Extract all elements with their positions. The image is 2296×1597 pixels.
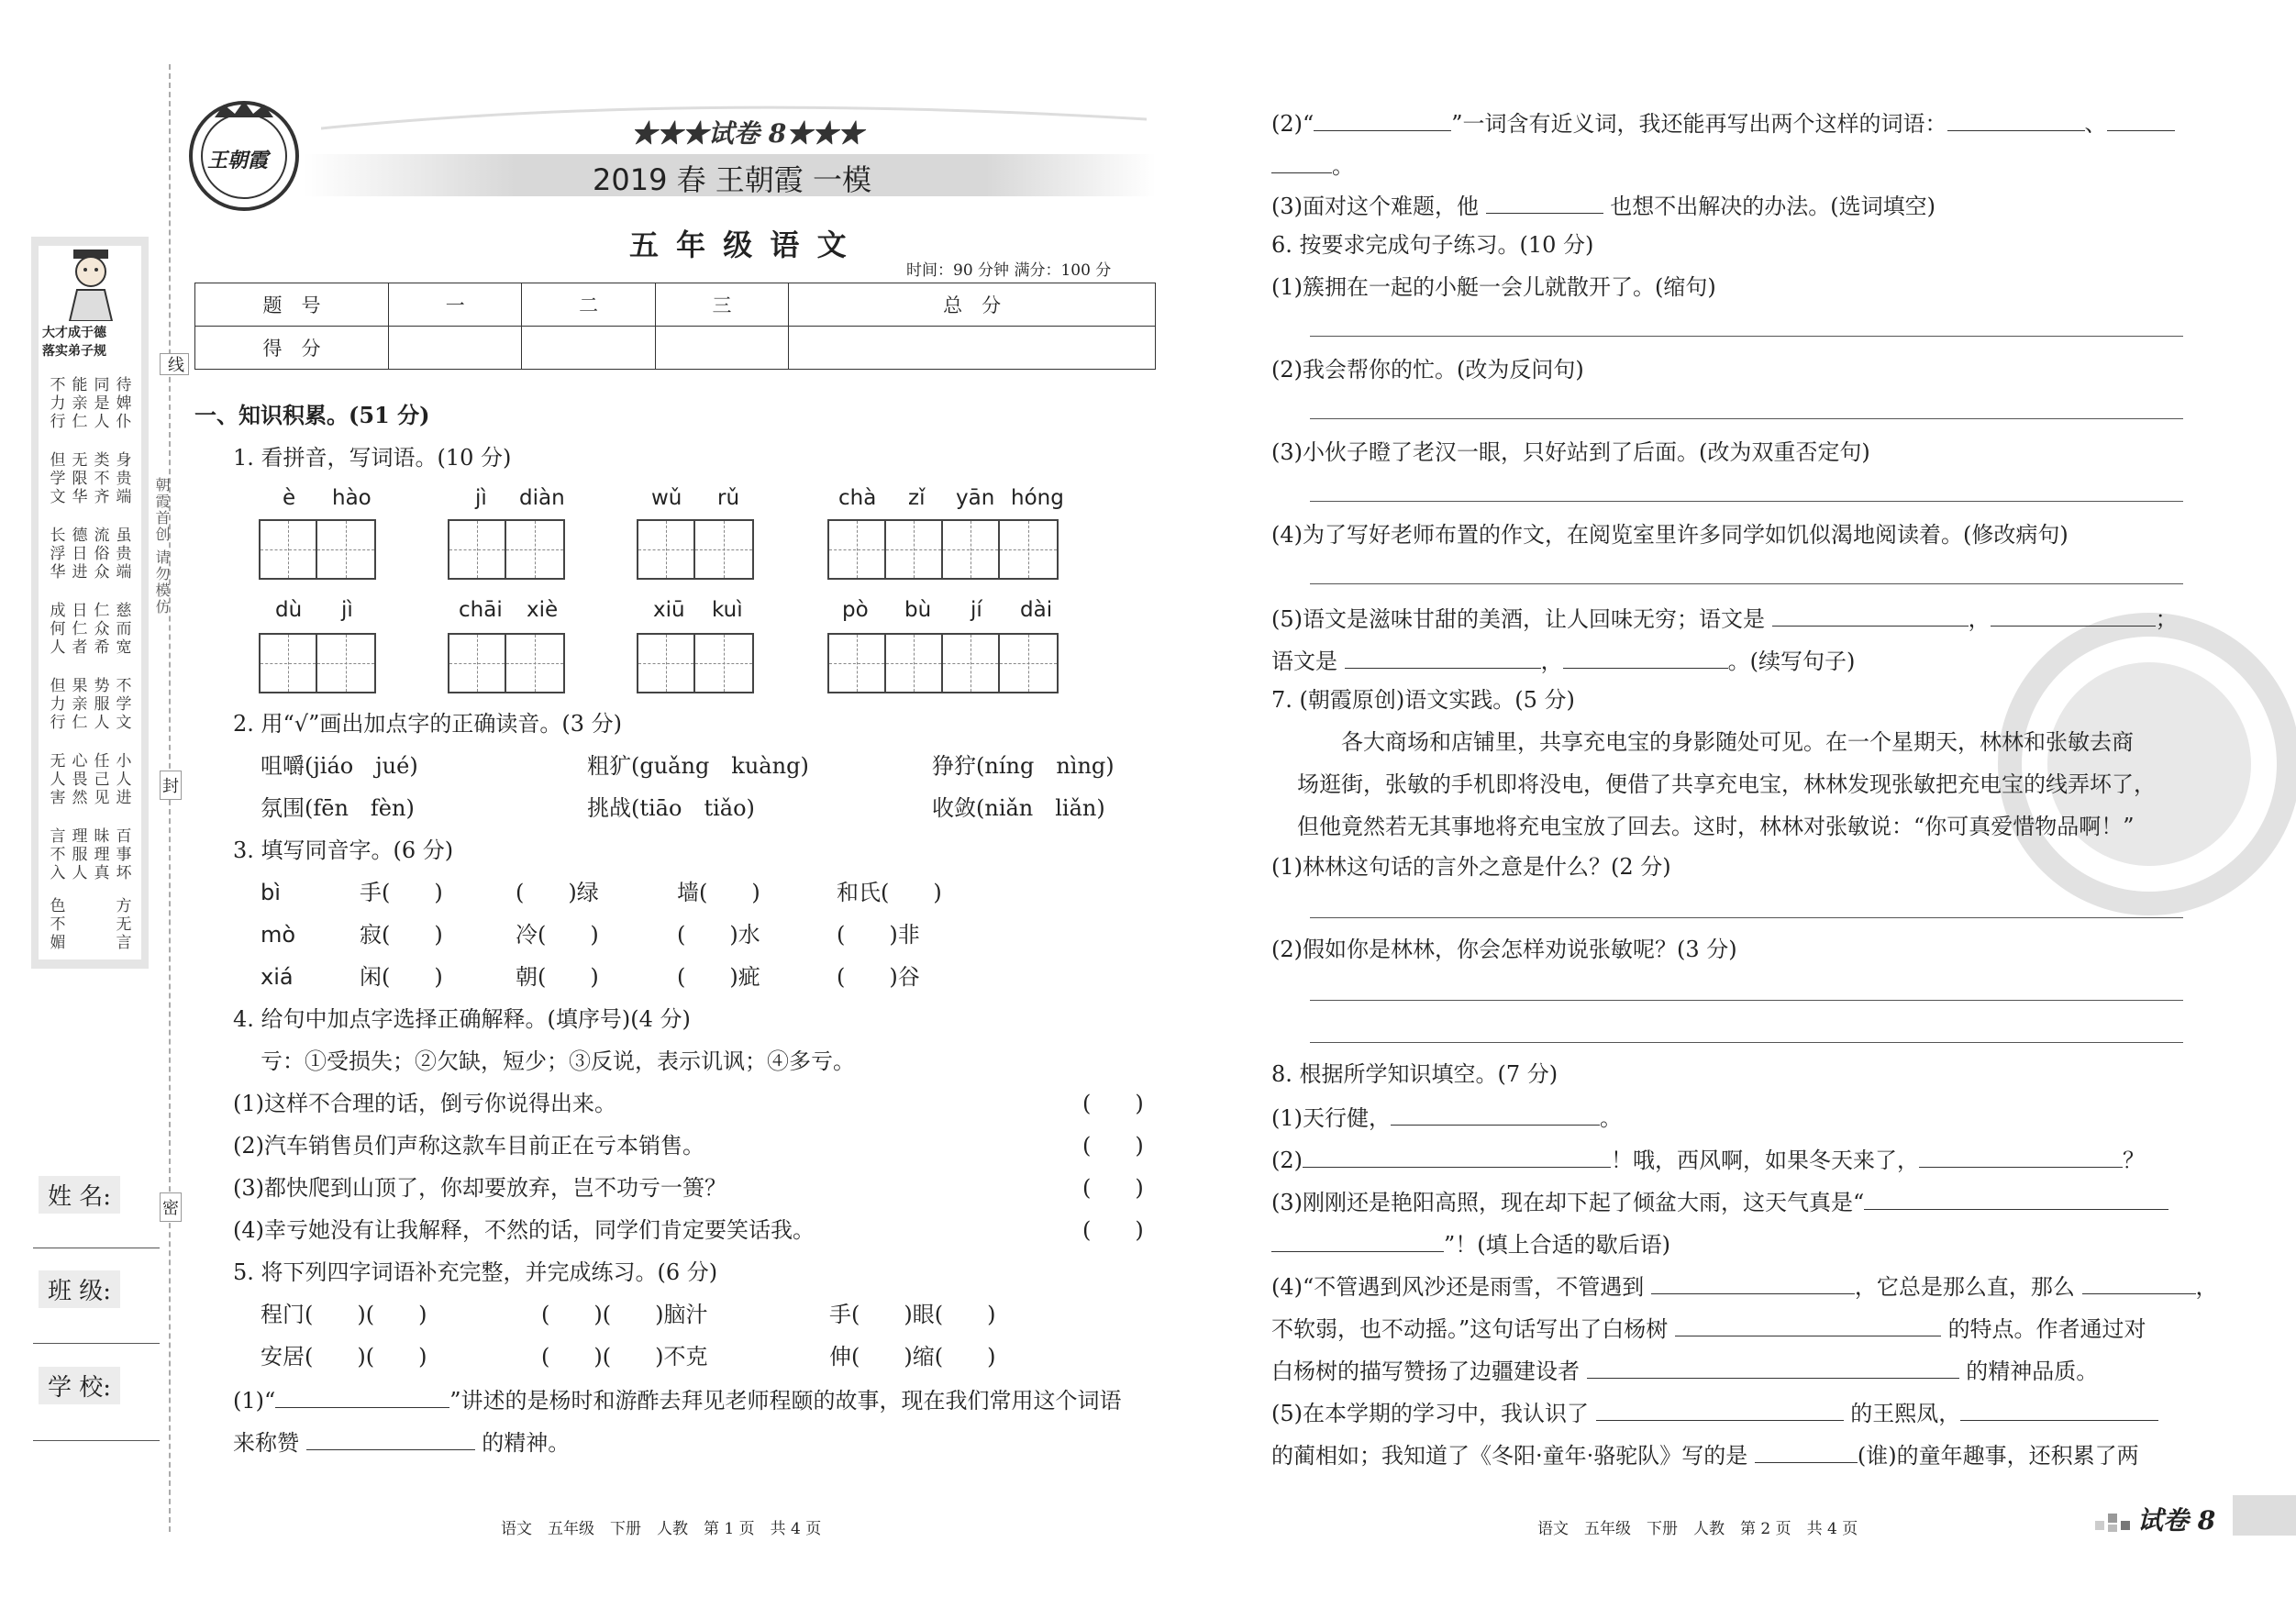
q5-2-blank-4[interactable]: [1271, 149, 1332, 173]
page-1-footer: 语文 五年级 下册 人教 第 1 页 共 4 页: [501, 1520, 822, 1538]
sidebar-col: 无限华: [72, 451, 88, 506]
q5-2-text-b: ”一词含有近义词，我还能再写出两个这样的词语：: [1451, 111, 1947, 137]
q5-idiom[interactable]: ( )( )不克: [541, 1344, 708, 1370]
score-table: [194, 283, 1156, 370]
q8-4-blank[interactable]: [1651, 1270, 1855, 1294]
question-5: 5. 将下列四字词语补充完整，并完成练习。(6 分): [233, 1259, 718, 1285]
q5-2-text-a: (2)“: [1271, 111, 1314, 137]
q6-5-blank-3[interactable]: [1345, 644, 1541, 669]
pinyin-label: hào: [332, 486, 372, 510]
q8-2-text-a: (2): [1271, 1148, 1303, 1173]
q5-idiom[interactable]: 伸( )缩( ): [829, 1344, 996, 1370]
question-8: 8. 根据所学知识填空。(7 分): [1271, 1061, 1558, 1087]
time-info: 时间：90 分钟 满分：100 分: [906, 261, 1112, 280]
q3-blank[interactable]: ( )谷: [837, 964, 920, 990]
q7-sub-2: (2)假如你是林林，你会怎样劝说张敏呢？(3 分): [1271, 937, 1737, 962]
q5-1-blank-2[interactable]: [306, 1425, 475, 1450]
margin-label-original: 朝霞首创 请勿模仿: [153, 477, 171, 616]
pinyin-label: hóng: [1011, 486, 1064, 510]
page-2-footer: 语文 五年级 下册 人教 第 2 页 共 4 页: [1537, 1520, 1858, 1538]
q6-item: (4)为了写好老师布置的作文，在阅览室里许多同学如饥似渴地阅读着。(修改病句): [1271, 522, 2069, 548]
q7-passage-line: 但他竟然若无其事地将充电宝放了回去。这时，林林对张敏说：“你可真爱惜物品啊！”: [1297, 814, 2135, 839]
q5-1-text-c: 来称赞: [233, 1430, 299, 1456]
sidebar-col: 任己见: [94, 752, 110, 807]
exam-title: 2019 春 王朝霞 一模: [593, 162, 871, 197]
q3-blank[interactable]: ( )非: [837, 922, 920, 948]
q5-sub-2: (2)“ ”一词含有近义词，我还能再写出两个这样的词语： 、: [1271, 106, 2175, 139]
score-row-label: 得 分: [195, 327, 389, 370]
q8-3-text-a: (3)刚刚还是艳阳高照，现在却下起了倾盆大雨，这天气真是“: [1271, 1190, 1865, 1215]
score-cell[interactable]: [789, 327, 1156, 370]
q4-answer[interactable]: ( ): [1082, 1175, 1144, 1201]
pinyin-label: chà: [838, 486, 877, 510]
q8-5-blank[interactable]: [1596, 1396, 1844, 1421]
sidebar-col: 流俗众: [94, 527, 110, 582]
q8-4-blank-2[interactable]: [2082, 1270, 2196, 1294]
sidebar-col: 无人害: [50, 752, 66, 807]
exam-tag: ★★★试卷 8★★★: [631, 118, 864, 149]
tianzige-box[interactable]: [827, 633, 1059, 693]
question-6: 6. 按要求完成句子练习。(10 分): [1271, 232, 1594, 258]
sidebar-col: 心畏然: [72, 752, 88, 807]
score-cell[interactable]: [522, 327, 655, 370]
q3-pinyin: xiá: [261, 964, 294, 990]
q6-5-text-c: 。(续写句子): [1727, 649, 1856, 674]
sidebar-col: 但学文: [50, 451, 66, 506]
q6-sub-5-cont: 语文是 ， 。(续写句子): [1271, 644, 1855, 677]
q8-4-text-b: ，它总是那么直，那么: [1854, 1274, 2075, 1300]
margin-label-feng: 封: [160, 771, 182, 800]
q8-4-text-f: 的精神品质。: [1966, 1359, 2099, 1384]
q5-1-text-b: ”讲述的是杨时和游酢去拜见老师程颐的故事，现在我们常用这个词语: [449, 1388, 1122, 1414]
section-1-title: 一、知识积累。(51 分): [194, 402, 430, 428]
q8-5-text-b: 的王熙凤，: [1850, 1401, 1961, 1426]
pinyin-label: bù: [904, 598, 932, 622]
q4-item: (4)幸亏她没有让我解释，不然的话，同学们肯定要笑话我。: [233, 1217, 815, 1243]
sidebar-col: 方无言: [116, 897, 132, 952]
pinyin-label: kuì: [712, 598, 743, 622]
school-label: 学 校:: [39, 1367, 120, 1404]
q4-answer[interactable]: ( ): [1082, 1133, 1144, 1159]
q8-4-text-d: 的特点。作者通过对: [1947, 1316, 2146, 1342]
q8-sub-1: (1)天行健， 。: [1271, 1101, 1622, 1134]
q4-answer[interactable]: ( ): [1082, 1091, 1144, 1116]
question-7: 7. (朝霞原创)语文实践。(5 分): [1271, 687, 1575, 713]
pinyin-label: yān: [956, 486, 995, 510]
tianzige-box[interactable]: [637, 633, 754, 693]
q8-5-blank-2[interactable]: [1960, 1396, 2158, 1421]
q2-option[interactable]: 收敛(niǎn liǎn): [932, 795, 1105, 821]
pinyin-label: è: [283, 486, 296, 510]
q6-answer-line[interactable]: [1310, 501, 2183, 502]
pinyin-label: pò: [842, 598, 869, 622]
q4-item: (1)这样不合理的话，倒亏你说得出来。: [233, 1091, 616, 1116]
q8-4-blank-3[interactable]: [1675, 1312, 1941, 1336]
pinyin-label: jí: [971, 598, 982, 622]
score-header-cell: 二: [522, 283, 655, 327]
pinyin-label: jì: [475, 486, 487, 510]
pinyin-label: dài: [1020, 598, 1053, 622]
q8-sub-2: (2) ！哦，西风啊，如果冬天来了， ？: [1271, 1143, 2145, 1176]
q8-5-text-c: 的蔺相如；我知道了《冬阳·童年·骆驼队》写的是: [1271, 1443, 1748, 1469]
sidebar-col: 但力行: [50, 677, 66, 732]
class-label: 班 级:: [39, 1270, 120, 1308]
question-3: 3. 填写同音字。(6 分): [233, 837, 454, 863]
q8-sub-4-cont2: [1271, 1354, 2098, 1387]
sidebar-col: 不学文: [116, 677, 132, 732]
sidebar-col: 日仁者: [72, 602, 88, 657]
corner-exam-tag: 试卷 8: [2137, 1505, 2216, 1536]
school-input-line[interactable]: [33, 1440, 160, 1441]
q8-2-blank[interactable]: [1303, 1143, 1611, 1168]
q6-item: (3)小伙子瞪了老汉一眼，只好站到了后面。(改为双重否定句): [1271, 439, 1870, 465]
score-header-cell: 一: [389, 283, 522, 327]
q8-sub-4: (4)“不管遇到风沙还是雨雪，不管遇到 ，它总是那么直，那么 ，: [1271, 1270, 2218, 1303]
score-cell[interactable]: [655, 327, 788, 370]
q3-blank[interactable]: 寂( ): [360, 922, 443, 948]
sidebar-col: 德日进: [72, 527, 88, 582]
q8-3-blank-2[interactable]: [1271, 1227, 1444, 1252]
q5-2-blank-3[interactable]: [2107, 106, 2175, 131]
q2-option[interactable]: 粗犷(guǎng kuàng): [587, 753, 809, 779]
q2-option[interactable]: 氛围(fēn fèn): [261, 795, 415, 821]
sidebar-col: 身贵端: [116, 451, 132, 506]
sidebar-col: 果亲仁: [72, 677, 88, 732]
q8-2-text-b: ！哦，西风啊，如果冬天来了，: [1611, 1148, 1919, 1173]
corner-decoration: [2095, 1510, 2139, 1532]
name-label: 姓 名:: [39, 1176, 120, 1214]
margin-label-xian: 线: [160, 353, 189, 375]
q5-idiom[interactable]: ( )( )脑汁: [541, 1302, 708, 1327]
q8-sub-5-cont: [1271, 1438, 2139, 1471]
q6-5-text-b: 语文是: [1271, 649, 1337, 674]
sidebar-motto-1: 大才成于德: [42, 326, 106, 340]
sidebar-col: 能亲仁: [72, 376, 88, 431]
q4-item: (2)汽车销售员们声称这款车目前正在亏本销售。: [233, 1133, 704, 1159]
q8-1-blank[interactable]: [1391, 1101, 1600, 1126]
q4-item: (3)都快爬到山顶了，你却要放弃，岂不功亏一篑？: [233, 1175, 727, 1201]
q5-2-blank[interactable]: [1314, 106, 1451, 131]
class-input-line[interactable]: [33, 1343, 160, 1344]
sidebar-col: 不力行: [50, 376, 66, 431]
q6-answer-line[interactable]: [1310, 583, 2183, 584]
q5-1-text-a: (1)“: [233, 1388, 276, 1414]
sidebar-col: 类不齐: [94, 451, 110, 506]
q5-1-blank[interactable]: [275, 1383, 449, 1408]
q5-1-text-d: 的精神。: [482, 1430, 571, 1456]
q8-3-text-b: ”！(填上合适的歇后语): [1444, 1232, 1670, 1258]
q2-option[interactable]: 狰狞(níng nìng): [932, 753, 1115, 779]
pinyin-label: zǐ: [908, 486, 926, 510]
q8-4-text-a: (4)“不管遇到风沙还是雨雪，不管遇到: [1271, 1274, 1645, 1300]
q7-sub-1: (1)林林这句话的言外之意是什么？(2 分): [1271, 854, 1671, 880]
q6-answer-line[interactable]: [1310, 418, 2183, 419]
q7-answer-line[interactable]: [1310, 917, 2183, 918]
q2-option[interactable]: 挑战(tiāo tiǎo): [587, 795, 755, 821]
sidebar-col: 待婢仆: [116, 376, 132, 431]
q5-idiom[interactable]: 手( )眼( ): [829, 1302, 996, 1327]
q3-blank[interactable]: 冷( ): [516, 922, 599, 948]
score-cell[interactable]: [389, 327, 522, 370]
q6-answer-line[interactable]: [1310, 336, 2183, 337]
corner-band: [2233, 1495, 2296, 1536]
q3-pinyin: bì: [261, 880, 281, 905]
pinyin-label: wǔ: [651, 486, 682, 510]
q8-sub-3-cont: [1271, 1227, 1670, 1260]
sidebar-col: 成何人: [50, 602, 66, 657]
score-header-cell: 三: [655, 283, 788, 327]
q5-2-blank-2[interactable]: [1947, 106, 2085, 131]
q3-blank[interactable]: 和氏( ): [837, 880, 942, 905]
q6-5-blank-2[interactable]: [1991, 602, 2156, 627]
tianzige-box[interactable]: [637, 519, 754, 580]
q5-sub-1-cont: [233, 1425, 570, 1458]
sidebar-col: 同是人: [94, 376, 110, 431]
q8-5-text-a: (5)在本学期的学习中，我认识了: [1271, 1401, 1589, 1426]
q3-blank[interactable]: 闲( ): [360, 964, 443, 990]
sidebar-col: 势服人: [94, 677, 110, 732]
q8-2-blank-2[interactable]: [1919, 1143, 2123, 1168]
q4-answer[interactable]: ( ): [1082, 1217, 1144, 1243]
q6-item: (2)我会帮你的忙。(改为反问句): [1271, 357, 1584, 383]
question-2: 2. 用“√”画出加点字的正确读音。(3 分): [233, 711, 622, 737]
score-table-score-row: [195, 327, 1156, 370]
sidebar-col: 理服人: [72, 827, 88, 882]
q8-1-text-a: (1)天行健，: [1271, 1105, 1391, 1131]
sidebar-col: 言不入: [50, 827, 66, 882]
q3-blank[interactable]: ( )绿: [516, 880, 599, 905]
q8-5-blank-3[interactable]: [1755, 1438, 1858, 1463]
q5-sub-3: [1271, 189, 1936, 222]
tianzige-box[interactable]: [827, 519, 1059, 580]
q7-answer-line[interactable]: [1310, 1000, 2183, 1001]
q7-passage-line: 各大商场和店铺里，共享充电宝的身影随处可见。在一个星期天，林林和张敏去商: [1341, 729, 2134, 755]
q8-4-blank-4[interactable]: [1587, 1354, 1959, 1379]
q6-sub-5: (5)语文是滋味甘甜的美酒，让人回味无穷；语文是 ， ；: [1271, 602, 2178, 635]
margin-label-mi: 密: [160, 1192, 182, 1222]
q3-pinyin: mò: [261, 922, 296, 948]
score-table-header-row: [195, 283, 1156, 327]
q3-blank[interactable]: 朝( ): [516, 964, 599, 990]
sidebar-col: 虽贵端: [116, 527, 132, 582]
q8-5-text-d: (谁)的童年趣事，还积累了两: [1857, 1443, 2139, 1469]
q3-blank[interactable]: 墙( ): [677, 880, 760, 905]
q5-sub-2-cont: 。: [1271, 149, 1354, 182]
pinyin-label: jì: [341, 598, 353, 622]
pinyin-label: dù: [275, 598, 303, 622]
tianzige-box[interactable]: [259, 519, 376, 580]
tianzige-box[interactable]: [448, 633, 565, 693]
q8-sub-3: [1271, 1185, 2168, 1218]
q8-3-blank[interactable]: [1864, 1185, 2168, 1210]
q6-5-blank-4[interactable]: [1563, 644, 1728, 669]
q3-blank[interactable]: ( )疵: [677, 964, 760, 990]
score-header-cell: 总 分: [789, 283, 1156, 327]
sidebar-col: 小人进: [116, 752, 132, 807]
sidebar-col: 仁众希: [94, 602, 110, 657]
q6-5-blank[interactable]: [1772, 602, 1969, 627]
q7-passage-line: 场逛街，张敏的手机即将没电，便借了共享充电宝，林林发现张敏把充电宝的线弄坏了，: [1297, 771, 2156, 797]
q8-sub-5: [1271, 1396, 2158, 1429]
subject-title: 五 年 级 语 文: [629, 227, 850, 262]
tianzige-box[interactable]: [259, 633, 376, 693]
sidebar-col: 慈而宽: [116, 602, 132, 657]
brand-logo-text: 王朝霞: [207, 149, 269, 172]
sidebar-col: 百事坏: [116, 827, 132, 882]
sidebar-motto-2: 落实弟子规: [42, 344, 106, 359]
q5-3-blank[interactable]: [1486, 189, 1603, 214]
q3-blank[interactable]: ( )水: [677, 922, 760, 948]
q8-4-text-e: 白杨树的描写赞扬了边疆建设者: [1271, 1359, 1580, 1384]
sidebar-col: 昧理真: [94, 827, 110, 882]
score-header-cell: 题 号: [195, 283, 389, 327]
pinyin-label: chāi: [459, 598, 503, 622]
q6-item: (1)簇拥在一起的小艇一会儿就散开了。(缩句): [1271, 274, 1716, 300]
question-4: 4. 给句中加点字选择正确解释。(填序号)(4 分): [233, 1006, 691, 1032]
pinyin-label: xiū: [653, 598, 685, 622]
q5-sub-1: [233, 1383, 1122, 1416]
q7-answer-line[interactable]: [1310, 1042, 2183, 1043]
tianzige-box[interactable]: [448, 519, 565, 580]
q5-idiom[interactable]: 安居( )( ): [261, 1344, 427, 1370]
pinyin-label: rǔ: [717, 486, 740, 510]
question-1: 1. 看拼音，写词语。(10 分): [233, 445, 512, 471]
q6-5-text-a: (5)语文是滋味甘甜的美酒，让人回味无穷；语文是: [1271, 606, 1765, 632]
q4-definitions: 亏：①受损失；②欠缺，短少；③反说，表示讥讽；④多亏。: [261, 1048, 855, 1074]
q8-4-text-c: 不软弱，也不动摇。”这句话写出了白杨树: [1271, 1316, 1669, 1342]
scholar-avatar: [61, 250, 121, 321]
sidebar-col: 色不媚: [50, 897, 66, 952]
q8-sub-4-cont: [1271, 1312, 2146, 1345]
q5-3-text-a: (3)面对这个难题，他: [1271, 194, 1479, 219]
q2-option[interactable]: 咀嚼(jiáo jué): [261, 753, 418, 779]
pinyin-label: diàn: [519, 486, 565, 510]
q3-blank[interactable]: 手( ): [360, 880, 443, 905]
q5-idiom[interactable]: 程门( )( ): [261, 1302, 427, 1327]
q5-3-text-b: 也想不出解决的办法。(选词填空): [1610, 194, 1936, 219]
sidebar-col: 长浮华: [50, 527, 66, 582]
pinyin-label: xiè: [527, 598, 559, 622]
